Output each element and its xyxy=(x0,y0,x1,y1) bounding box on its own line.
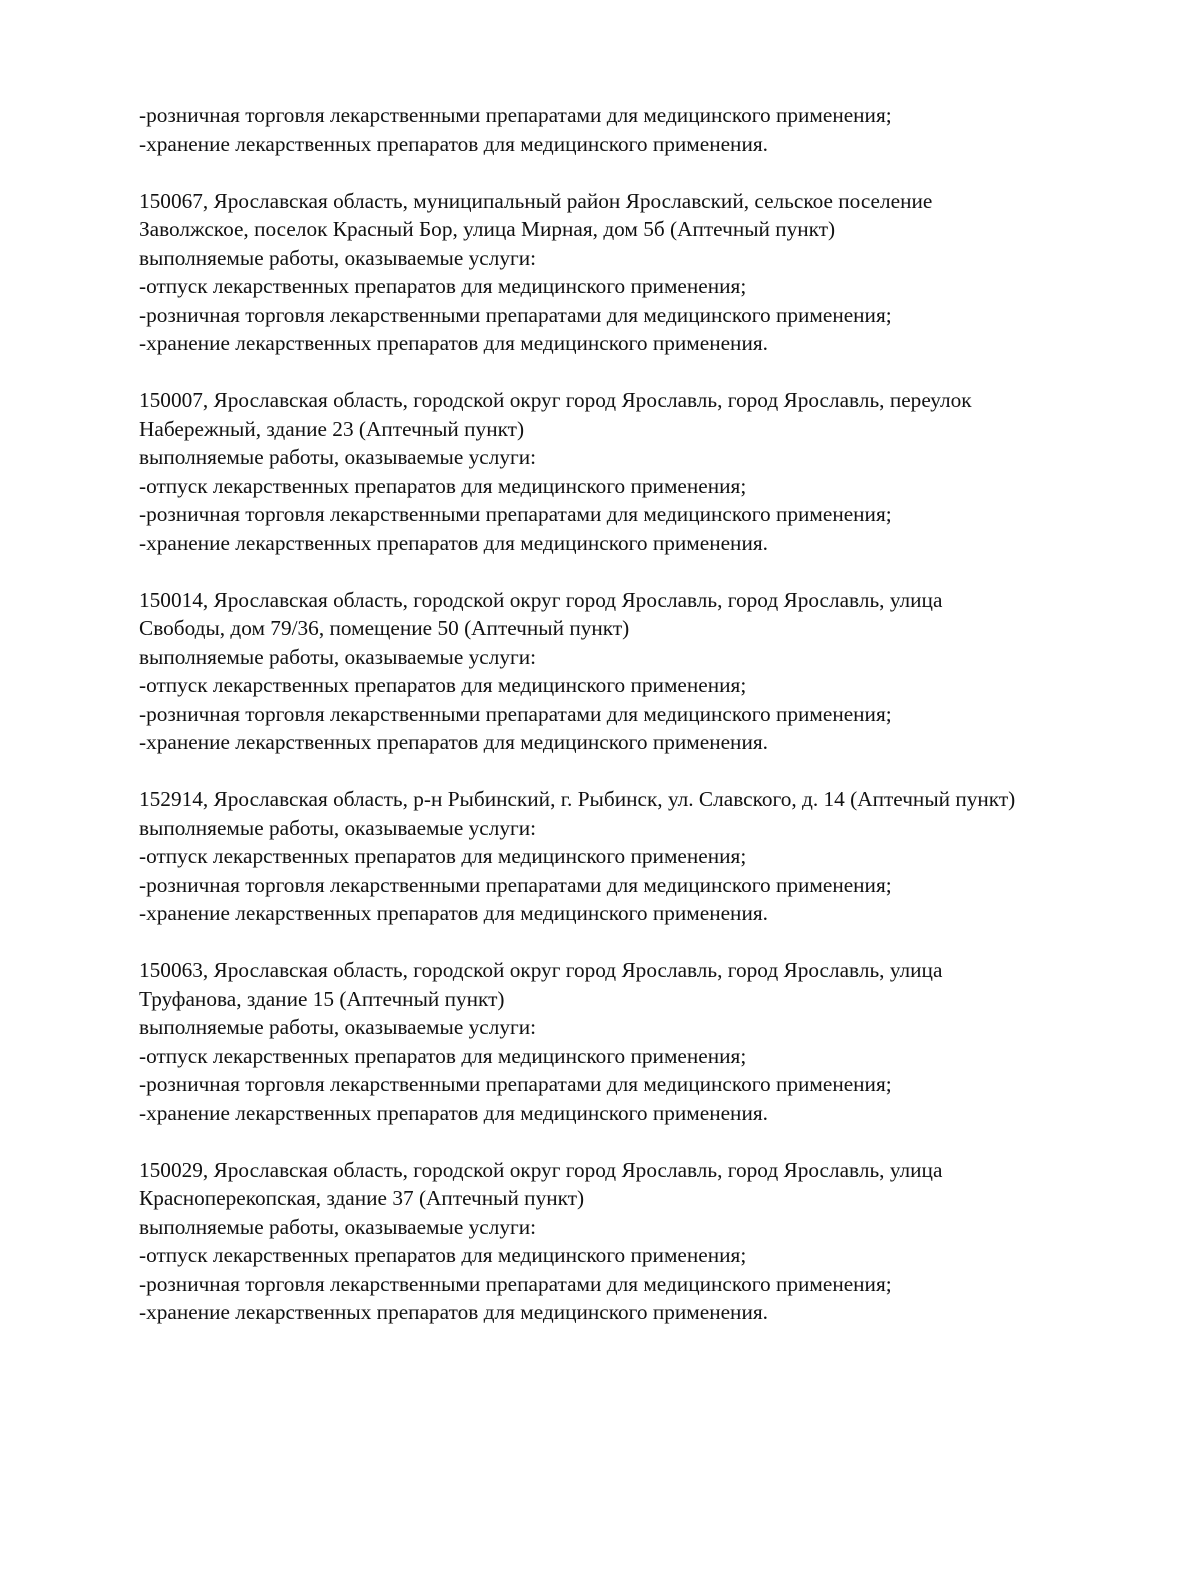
service-item: -розничная торговля лекарственными препаратами для медицинского применения; xyxy=(139,1072,892,1096)
services-heading: выполняемые работы, оказываемые услуги: xyxy=(139,815,537,840)
address-line: Красноперекопская, здание 37 (Аптечный пункт) xyxy=(139,1186,585,1210)
text-line: -хранение лекарственных препаратов для медицинского применения. xyxy=(139,131,768,156)
service-item: -розничная торговля лекарственными препаратами для медицинского применения; xyxy=(139,502,892,526)
pharmacy-entry xyxy=(139,386,1169,557)
services-heading: выполняемые работы, оказываемые услуги: xyxy=(139,245,537,270)
pharmacy-entry xyxy=(139,785,1169,928)
service-item: -розничная торговля лекарственными препаратами для медицинского применения; xyxy=(139,872,892,897)
address-line: 150063, Ярославская область, городской округ город Ярославль, город Ярославль, улица xyxy=(139,958,943,982)
services-heading: выполняемые работы, оказываемые услуги: xyxy=(139,644,537,669)
service-item: -хранение лекарственных препаратов для медицинского применения. xyxy=(139,1300,768,1324)
address-line: 152914, Ярославская область, р-н Рыбинский, г. Рыбинск, ул. Славского, д. 14 (Аптечный пункт) xyxy=(139,787,1016,811)
service-item: -отпуск лекарственных препаратов для медицинского применения; xyxy=(139,274,747,298)
service-item: -хранение лекарственных препаратов для медицинского применения. xyxy=(139,530,768,555)
service-item: -розничная торговля лекарственными препаратами для медицинского применения; xyxy=(139,701,892,726)
service-item: -отпуск лекарственных препаратов для медицинского применения; xyxy=(139,844,747,868)
address-line: 150007, Ярославская область, городской округ город Ярославль, город Ярославль, переулок xyxy=(139,388,972,412)
pharmacy-entry xyxy=(139,586,1169,757)
pharmacy-entry xyxy=(139,187,1169,358)
services-heading: выполняемые работы, оказываемые услуги: xyxy=(139,445,537,469)
service-item: -отпуск лекарственных препаратов для медицинского применения; xyxy=(139,1243,747,1267)
address-line: 150029, Ярославская область, городской округ город Ярославль, город Ярославль, улица xyxy=(139,1157,943,1182)
address-line: Набережный, здание 23 (Аптечный пункт) xyxy=(139,416,525,441)
service-item: -отпуск лекарственных препаратов для медицинского применения; xyxy=(139,673,747,697)
service-item: -отпуск лекарственных препаратов для медицинского применения; xyxy=(139,1043,747,1068)
text-line: -розничная торговля лекарственными препаратами для медицинского применения; xyxy=(139,103,892,127)
document-body xyxy=(139,101,1169,1355)
address-line: Труфанова, здание 15 (Аптечный пункт) xyxy=(139,986,505,1011)
pharmacy-entry xyxy=(139,1156,1169,1327)
address-line: 150067, Ярославская область, муниципальный район Ярославский, сельское поселение xyxy=(139,188,933,213)
services-heading: выполняемые работы, оказываемые услуги: xyxy=(139,1015,537,1039)
address-line: 150014, Ярославская область, городской округ город Ярославль, город Ярославль, улица xyxy=(139,587,943,612)
pharmacy-entry xyxy=(139,956,1169,1127)
service-item: -отпуск лекарственных препаратов для медицинского применения; xyxy=(139,473,747,498)
services-heading: выполняемые работы, оказываемые услуги: xyxy=(139,1214,537,1239)
address-line: Свободы, дом 79/36, помещение 50 (Аптечный пункт) xyxy=(139,616,630,640)
service-item: -хранение лекарственных препаратов для медицинского применения. xyxy=(139,1100,768,1125)
service-item: -хранение лекарственных препаратов для медицинского применения. xyxy=(139,730,768,754)
service-item: -розничная торговля лекарственными препаратами для медицинского применения; xyxy=(139,1271,892,1296)
service-item: -хранение лекарственных препаратов для медицинского применения. xyxy=(139,901,768,925)
activity-list-continued xyxy=(139,101,1169,158)
service-item: -розничная торговля лекарственными препаратами для медицинского применения; xyxy=(139,302,892,327)
address-line: Заволжское, поселок Красный Бор, улица Мирная, дом 5б (Аптечный пункт) xyxy=(139,217,836,241)
service-item: -хранение лекарственных препаратов для медицинского применения. xyxy=(139,331,768,355)
